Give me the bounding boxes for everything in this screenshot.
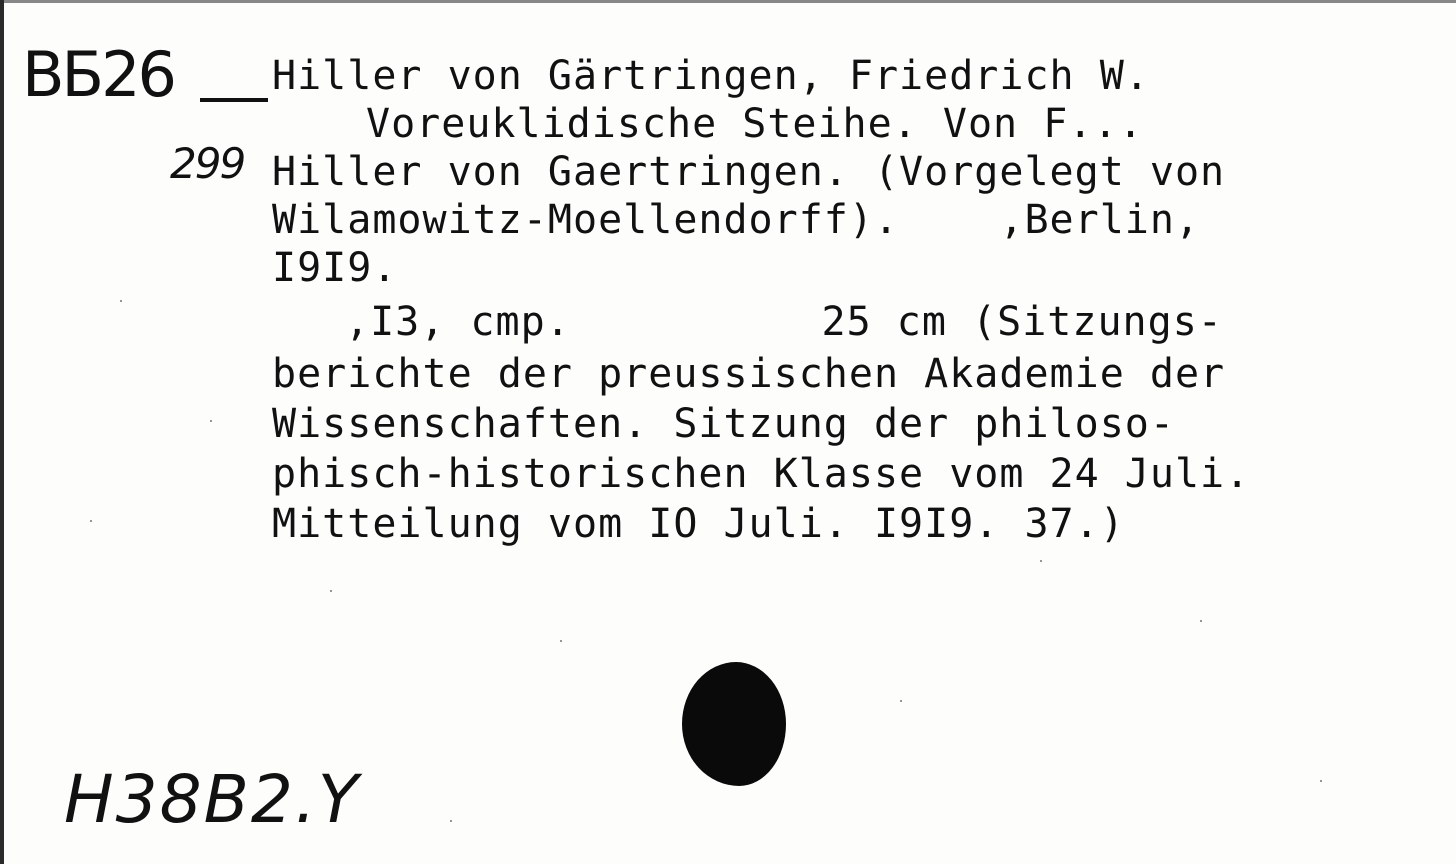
speck: [330, 590, 332, 592]
speck: [560, 640, 562, 642]
card-left-edge: [0, 0, 4, 864]
speck: [1040, 560, 1042, 562]
speck: [90, 520, 92, 522]
call-number-suffix: 299: [170, 139, 245, 188]
card-top-edge: [0, 0, 1456, 3]
speck: [1200, 620, 1202, 622]
entry-line-5: I9I9.: [272, 245, 398, 291]
entry-line-9: phisch-historischen Klasse vom 24 Juli.: [272, 451, 1251, 497]
speck: [210, 420, 212, 422]
punch-hole: [682, 662, 786, 786]
entry-line-2: Voreuklidische Steihe. Von F...: [366, 101, 1144, 147]
speck: [1320, 780, 1322, 782]
speck: [120, 300, 122, 302]
speck: [900, 700, 902, 702]
entry-line-3: Hiller von Gaertringen. (Vorgelegt von: [272, 149, 1226, 195]
entry-line-7: berichte der preussischen Akademie der: [272, 351, 1226, 397]
entry-line-4: Wilamowitz-Moellendorff). ‚Berlin,: [272, 197, 1201, 243]
entry-line-1: Hiller von Gärtringen, Friedrich W.: [272, 53, 1150, 99]
call-number-bottom: H38B2.Y: [64, 761, 361, 838]
call-number-top: ВБ26: [22, 38, 174, 111]
entry-line-10: Mitteilung vom IO Juli. I9I9. 37.): [272, 501, 1125, 547]
call-number-dash: [200, 98, 268, 102]
entry-line-8: Wissenschaften. Sitzung der philoso-: [272, 401, 1175, 447]
speck: [450, 820, 452, 822]
entry-line-6: ‚I3‚ cmp. 25 cm (Sitzungs-: [345, 299, 1223, 345]
